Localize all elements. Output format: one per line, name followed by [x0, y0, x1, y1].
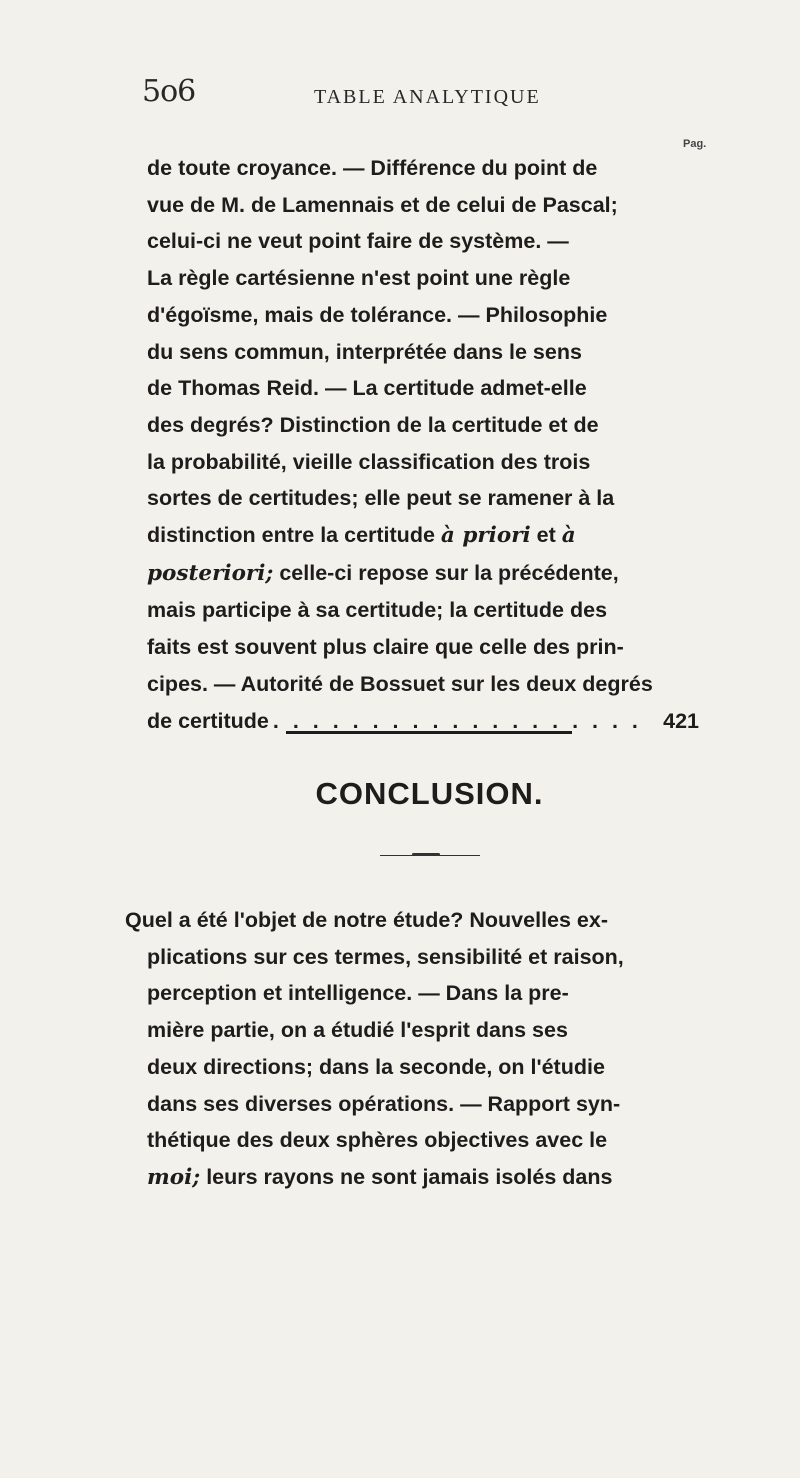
italic-posteriori: posteriori; — [147, 560, 274, 586]
ornamental-rule — [380, 855, 480, 856]
conclusion-line: Quel a été l'objet de notre étude? Nouvelles ex- — [125, 908, 609, 932]
entry-text: distinction entre la certitude — [147, 523, 435, 548]
column-label-pag: Pag. — [683, 138, 707, 150]
entry-line: sortes de certitudes; elle peut se ramener à la — [147, 486, 615, 511]
entry-line: la probabilité, vieille classification des trois — [147, 449, 591, 474]
conclusion-line: deux directions; dans la seconde, on l'étudie — [147, 1054, 605, 1079]
entry-line: faits est souvent plus claire que celle des prin- — [147, 635, 624, 660]
conclusion-paragraph — [125, 902, 699, 1197]
section-divider-rule — [286, 731, 572, 734]
page-reference[interactable]: 421 — [663, 708, 699, 733]
entry-line: celui-ci ne veut point faire de système. — — [147, 229, 569, 254]
conclusion-text: leurs rayons ne sont jamais isolés dans — [206, 1164, 613, 1189]
italic-a-priori: à priori — [440, 523, 531, 549]
entry-line: des degrés? Distinction de la certitude et de — [147, 412, 599, 437]
entry-line: de Thomas Reid. — La certitude admet-elle — [147, 376, 587, 401]
italic-moi: moi; — [147, 1164, 201, 1190]
entry-line: du sens commun, interprétée dans le sens — [147, 339, 582, 364]
entry-line — [147, 517, 699, 555]
entry-line: cipes. — Autorité de Bossuet sur les deux degrés — [147, 671, 653, 696]
entry-text-et: et — [536, 523, 556, 548]
page-header — [142, 74, 602, 114]
dot-leader: . . . . . . . . . . . . . . . . . . . — [272, 708, 642, 733]
conclusion-line: plications sur ces termes, sensibilité et raison, — [147, 944, 624, 969]
entry-line — [147, 555, 699, 593]
entry-text: celle-ci repose sur la précédente, — [279, 560, 619, 585]
section-heading: CONCLUSION. — [315, 776, 544, 811]
conclusion-line — [147, 1159, 699, 1197]
entry-last-text: de certitude — [147, 708, 269, 733]
entry-line: de toute croyance. — Différence du point de — [147, 156, 598, 180]
entry-line: vue de M. de Lamennais et de celui de Pascal; — [147, 192, 618, 217]
index-entry — [147, 150, 699, 739]
conclusion-line: dans ses diverses opérations. — Rapport syn- — [147, 1091, 621, 1116]
running-title: TABLE ANALYTIQUE — [314, 86, 541, 108]
entry-line: d'égoïsme, mais de tolérance. — Philosophie — [147, 302, 608, 327]
entry-line: La règle cartésienne n'est point une règle — [147, 266, 571, 291]
page-number: 5o6 — [142, 74, 196, 109]
conclusion-line: perception et intelligence. — Dans la pre- — [147, 981, 569, 1006]
conclusion-line: mière partie, on a étudié l'esprit dans ses — [147, 1018, 568, 1043]
conclusion-line: thétique des deux sphères objectives avec le — [147, 1128, 608, 1153]
entry-line: mais participe à sa certitude; la certitude des — [147, 598, 608, 623]
conclusion-summary — [125, 902, 699, 1197]
italic-a: à — [561, 523, 576, 549]
